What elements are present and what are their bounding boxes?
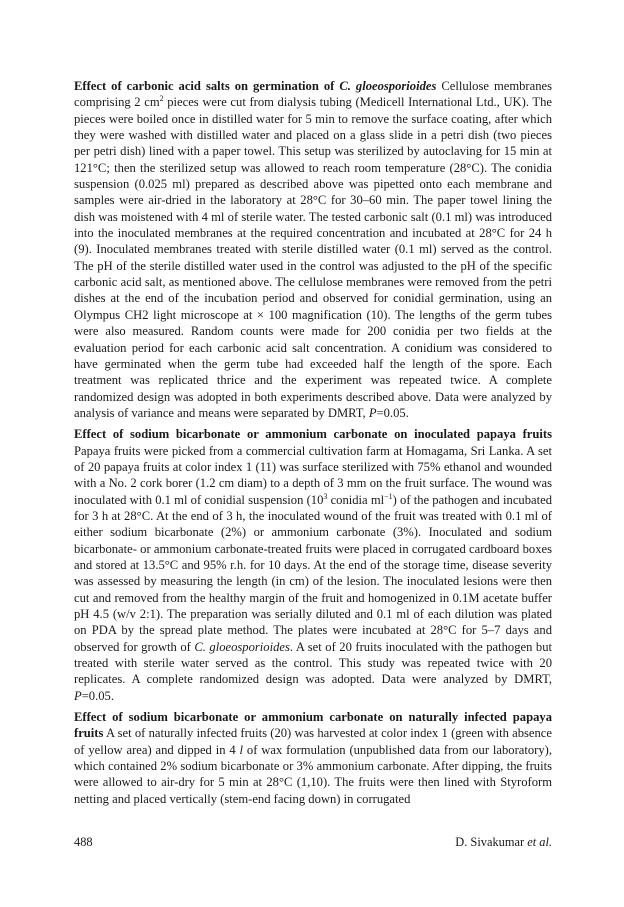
superscript-run: −1 — [384, 491, 393, 501]
italic-run: P — [368, 405, 377, 420]
text-run: =0.05. — [376, 405, 409, 420]
page-footer — [74, 835, 552, 850]
italic-run: P — [74, 688, 82, 703]
italic-run: C. gloeosporioides — [194, 639, 290, 654]
section-body-text — [74, 726, 552, 805]
running-author: D. Sivakumar et al. — [455, 835, 552, 849]
section-carbonic-acid-germination — [74, 78, 552, 421]
italic-run: l — [239, 742, 244, 757]
text-run: of wax formulation (unpublished data from our laboratory), which contained 2% sodium bicarbonate or 3% ammonium carbonate. After dipping, the fruits were allowed to air-dry for 5 min at 28°C (1,10). The fruits were then lined with Styroform netting and placed vertically (stem-end facing down) in corrugated — [74, 742, 553, 806]
text-run: Cellulose membranes comprising 2 cm — [74, 79, 552, 110]
section-naturally-infected-papaya — [74, 709, 552, 807]
text-run: A set of naturally infected fruits (20) was harvested at color index 1 (green with absence of yellow area) and dipped in 4 — [74, 726, 552, 757]
superscript-run: 2 — [159, 94, 164, 104]
article-body — [74, 78, 552, 812]
section-heading: Effect of sodium bicarbonate or ammonium carbonate on inoculated papaya fruits — [74, 427, 552, 442]
page-number: 488 — [74, 835, 93, 849]
text-run: ) of the pathogen and incubated for 3 h at 28°C. At the end of 3 h, the inoculated wound of the fruit was treated with 0.1 ml of either sodium bicarbonate (2%) or ammonium carbonate (3%). Inoculated and sodium bicarbonate- or ammonium carbonate-treated fruits were placed in corrugated cardboard boxes and stored at 13.5°C and 95% r.h. for 10 days. At the end of the storage time, disease severity was assessed by measuring the length (in cm) of the lesion. The inoculated lesions were then cut and removed from the healthy margin of the fruit and homogenized in 0.1M acetate buffer pH 4.5 (w/v 2:1). The preparation was serially diluted and 0.1 ml of each dilution was plated on PDA by the spread plate method. The plates were incubated at 28°C for 5–7 days and observed for growth of — [74, 492, 552, 654]
section-heading: Effect of sodium bicarbonate or ammonium carbonate on naturally infected papaya fruits — [74, 710, 552, 741]
section-inoculated-papaya — [74, 426, 552, 704]
text-run: conidia ml — [327, 492, 385, 507]
text-run: Papaya fruits were picked from a commercial cultivation farm at Homagama, Sri Lanka. A set of 20 papaya fruits at color index 1 (11) was surface sterilized with 75% ethanol and wounded with a No. 2 cork borer (1.2 cm diam) to a depth of 3 mm on the fruit surface. The wound was inoculated with 0.1 ml of conidial suspension (10 — [74, 443, 552, 507]
text-run: . A set of 20 fruits inoculated with the pathogen but treated with sterile water served as the control. This study was repeated twice with 20 replicates. A complete randomized design was adopted. Data were analyzed by DMRT, — [74, 639, 552, 687]
section-heading: Effect of carbonic acid salts on germination of C. gloeosporioides — [74, 79, 437, 93]
section-body-text — [74, 444, 552, 703]
text-run: pieces were cut from dialysis tubing (Medicell International Ltd., UK). The pieces were boiled once in distilled water for 5 min to remove the surface coating, after which they were washed with distilled water and placed on a glass slide in a petri dish (two pieces per petri dish) lined with a paper towel. This setup was sterilized by autoclaving for 15 min at 121°C; then the sterilized setup was allowed to reach room temperature (28°C). The conidia suspension (0.025 ml) prepared as described above was pipetted onto each membrane and samples were air-dried in the laboratory at 28°C for 30–60 min. The paper towel lining the dish was moistened with 4 ml of sterile water. The tested carbonic salt (0.1 ml) was introduced into the inoculated membranes at the required concentration and incubated at 28°C for 24 h (9). Inoculated membranes treated with sterile distilled water (0.1 ml) served as the control. The pH of the sterile distilled water used in the control was adjusted to the pH of the specific carbonic acid salt, as mentioned above. The cellulose membranes were removed from the petri dishes at the end of the incubation period and observed for conidial germination, using an Olympus CH2 light microscope at × 100 magnification (10). The lengths of the germ tubes were also measured. Random counts were made for 200 conidia per two fields at the evaluation period for each carbonic acid salt concentration. A conidium was considered to have germinated when the germ tube had exceeded half the length of the spore. Each treatment was replicated thrice and the experiment was repeated twice. A complete randomized design was adopted in both experiments described above. Data were analyzed by analysis of variance and means were separated by DMRT, — [74, 95, 552, 420]
text-run: =0.05. — [81, 688, 114, 703]
superscript-run: 3 — [323, 491, 328, 501]
section-body-text — [74, 79, 552, 420]
